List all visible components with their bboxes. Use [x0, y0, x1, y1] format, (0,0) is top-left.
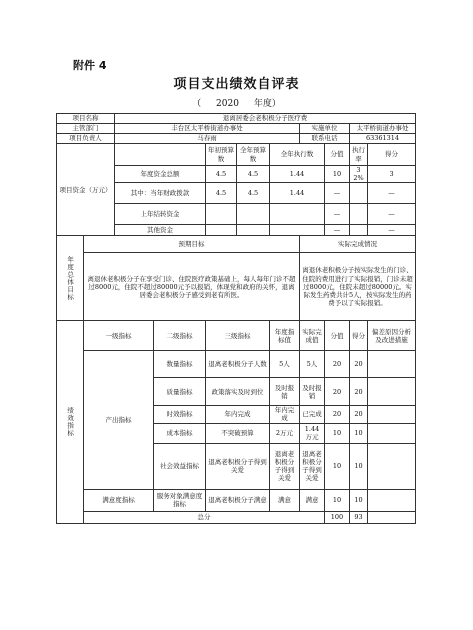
year-paren: （	[192, 99, 202, 109]
perf-header: 得分	[350, 321, 368, 351]
funds-header-blank	[115, 144, 206, 166]
year-line	[0, 96, 473, 109]
funds-cell	[237, 225, 270, 236]
unit-label: 实施单位	[300, 124, 350, 134]
indicator-score: 10	[325, 443, 350, 489]
funds-cell	[270, 225, 325, 236]
funds-header: 全年执行数	[270, 144, 325, 166]
indicator-score: 10	[325, 489, 350, 511]
total-note	[368, 511, 416, 523]
perf-header: 三级指标	[206, 321, 270, 351]
indicator-actual: 及时报销	[300, 378, 325, 406]
indicator-level3: 不突破预算	[206, 423, 270, 443]
actual-result-header: 实际完成情况	[300, 236, 416, 253]
indicator-score: 20	[325, 406, 350, 423]
indicator-level2: 社会效益指标	[154, 443, 206, 489]
perf-header: 二级指标	[154, 321, 206, 351]
indicator-target: 及时报销	[270, 378, 300, 406]
total-got: 93	[350, 511, 368, 523]
indicator-note	[368, 423, 416, 443]
indicator-level3: 退离老积极分子人数	[206, 351, 270, 378]
indicator-level3: 政策落实及时到位	[206, 378, 270, 406]
page-title: 项目支出绩效自评表	[173, 77, 300, 92]
funds-cell: 3	[368, 166, 416, 183]
funds-section-label: 项目资金（万元）	[57, 144, 115, 236]
funds-header: 得分	[368, 144, 416, 166]
indicator-level2: 成本指标	[154, 423, 206, 443]
perf-header: 实际完成值	[300, 321, 325, 351]
funds-cell: —	[368, 225, 416, 236]
funds-cell: 32%	[350, 166, 368, 183]
funds-cell: 4.5	[206, 183, 237, 204]
indicator-score: 20	[325, 378, 350, 406]
funds-cell: 1.44	[270, 183, 325, 204]
indicator-note	[368, 443, 416, 489]
expected-goal-text: 离退休老积极分子在享受门诊、住院医疗政策基础上，每人每年门诊不超过8000元，住院不超过80000元予以报销，体现党和政府的关怀，退离居委会老积极分子感受到老有所医。	[84, 253, 300, 321]
output-indicator-label: 产出指标	[84, 351, 154, 489]
indicator-level3: 退离老积极分子得到关爱	[206, 443, 270, 489]
indicator-score: 10	[325, 423, 350, 443]
satisfaction-indicator-label: 满意度指标	[84, 489, 154, 511]
indicator-level3: 年内完成	[206, 406, 270, 423]
project-name: 退离居委会老积极分子医疗费	[115, 114, 416, 124]
indicator-note	[368, 489, 416, 511]
owner-value: 马春雨	[115, 134, 300, 144]
indicator-got: 20	[350, 406, 368, 423]
funds-cell: 1.44	[270, 166, 325, 183]
funds-cell: —	[368, 183, 416, 204]
indicator-got: 10	[350, 423, 368, 443]
funds-cell	[350, 204, 368, 225]
funds-row-label: 年度资金总额	[115, 166, 206, 183]
owner-label: 项目负责人	[57, 134, 115, 144]
funds-header: 年初预算数	[206, 144, 237, 166]
unit-value: 太平桥街道办事处	[350, 124, 416, 134]
indicator-note	[368, 351, 416, 378]
phone-label: 联系电话	[300, 134, 350, 144]
funds-cell: 10	[325, 166, 350, 183]
indicator-score: 20	[325, 351, 350, 378]
expected-goal-header: 预期目标	[84, 236, 300, 253]
phone-value: 63361314	[350, 134, 416, 144]
year-value: 2020	[216, 99, 239, 109]
indicator-actual: 5人	[300, 351, 325, 378]
total-score: 100	[325, 511, 350, 523]
indicator-note	[368, 406, 416, 423]
funds-cell	[270, 204, 325, 225]
funds-cell	[237, 204, 270, 225]
indicator-got: 10	[350, 489, 368, 511]
indicator-got: 20	[350, 378, 368, 406]
funds-header: 分值	[325, 144, 350, 166]
funds-cell	[206, 204, 237, 225]
indicator-actual: 退离老积极分子得到关爱	[300, 443, 325, 489]
goals-section-label: 年度总体目标	[57, 236, 84, 321]
funds-header: 全年预算数	[237, 144, 270, 166]
indicator-level2: 数量指标	[154, 351, 206, 378]
funds-cell: —	[368, 204, 416, 225]
indicator-note	[368, 378, 416, 406]
dept-value: 丰台区太平桥街道办事处	[115, 124, 300, 134]
indicator-target: 年内完成	[270, 406, 300, 423]
indicator-level2: 服务对象满意度指标	[154, 489, 206, 511]
indicator-actual: 满意	[300, 489, 325, 511]
perf-section-label: 绩效指标	[57, 321, 84, 523]
funds-cell: —	[325, 225, 350, 236]
project-name-label: 项目名称	[57, 114, 115, 124]
funds-row-label: 上年结转资金	[115, 204, 206, 225]
year-suffix: 年度）	[253, 99, 281, 109]
funds-header: 执行率	[350, 144, 368, 166]
indicator-level2: 质量指标	[154, 378, 206, 406]
funds-row-label: 其中：当年财政拨款	[115, 183, 206, 204]
funds-cell	[350, 183, 368, 204]
dept-label: 主管部门	[57, 124, 115, 134]
funds-cell: 4.5	[237, 166, 270, 183]
perf-header: 分值	[325, 321, 350, 351]
funds-cell	[350, 225, 368, 236]
funds-cell: —	[325, 183, 350, 204]
indicator-got: 10	[350, 443, 368, 489]
indicator-level3: 退离老积极分子满意	[206, 489, 270, 511]
indicator-target: 5人	[270, 351, 300, 378]
indicator-target: 2万元	[270, 423, 300, 443]
indicator-target: 退离老积极分子得到关爱	[270, 443, 300, 489]
indicator-actual: 已完成	[300, 406, 325, 423]
total-label: 总分	[84, 511, 325, 523]
funds-cell: 4.5	[206, 166, 237, 183]
indicator-actual: 1.44万元	[300, 423, 325, 443]
indicator-level2: 时效指标	[154, 406, 206, 423]
indicator-target: 满意	[270, 489, 300, 511]
evaluation-table	[56, 113, 416, 524]
attachment-label: 附件 4	[73, 59, 107, 72]
actual-result-text: 离退休老积极分子按实际发生的门诊、住院的费用进行了实际报销，门诊未超过8000元，住院未超过80000元。实际发生药费共计5人，按实际发生的药费予以了实际报销。	[300, 253, 416, 321]
perf-header: 偏差原因分析及改进措施	[368, 321, 416, 351]
funds-cell: —	[325, 204, 350, 225]
perf-header: 一级指标	[84, 321, 154, 351]
funds-row-label: 其他资金	[115, 225, 206, 236]
perf-header: 年度指标值	[270, 321, 300, 351]
funds-cell: 4.5	[237, 183, 270, 204]
indicator-got: 20	[350, 351, 368, 378]
funds-cell	[206, 225, 237, 236]
